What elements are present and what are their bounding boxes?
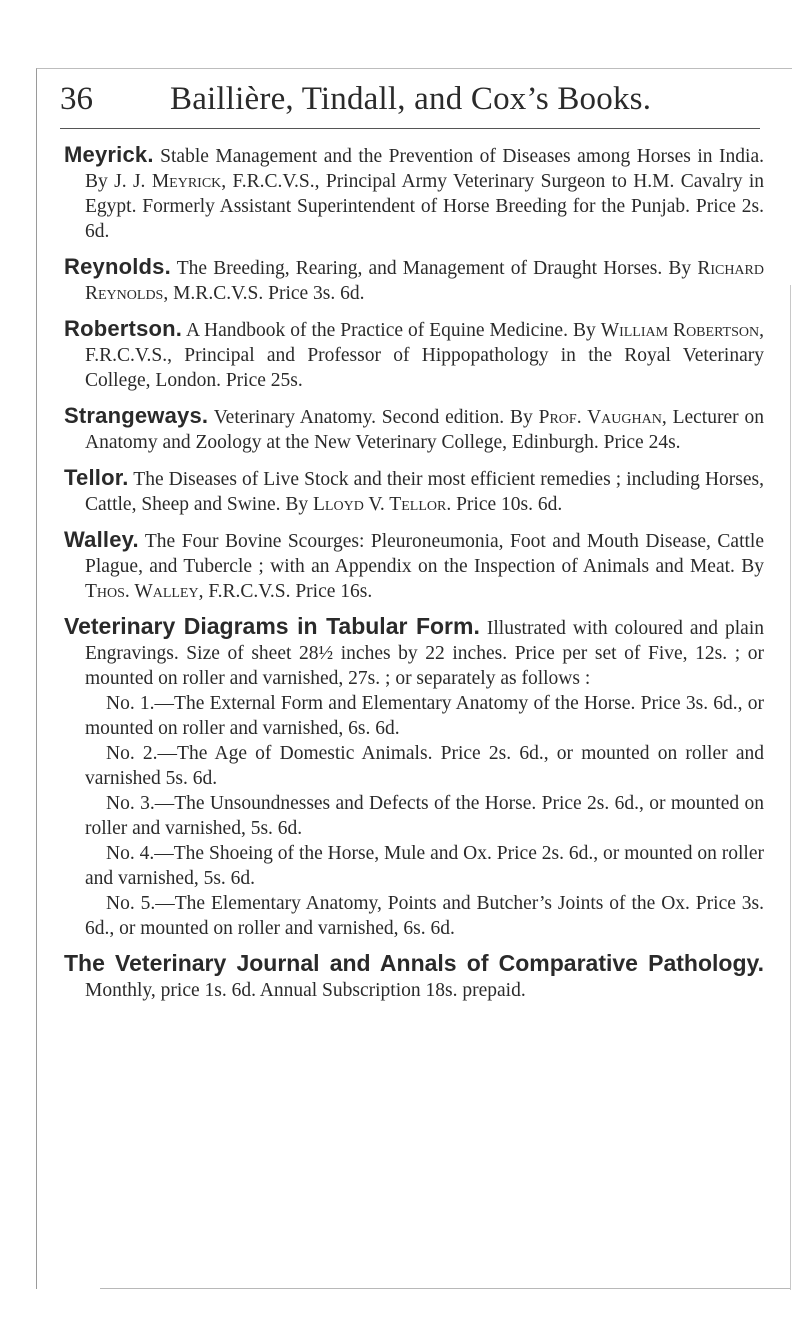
entry-reynolds: [64, 254, 764, 306]
entry-text: Stable Management and the Prevention of Diseases among Horses in India. By J. J.: [85, 146, 764, 192]
entry-tellor: [64, 465, 764, 517]
page-number: 36: [60, 81, 93, 117]
entry-author: Reynolds.: [64, 254, 171, 279]
diagram-list: [64, 691, 764, 941]
entry-author: Walley.: [64, 527, 139, 552]
entry-text: The Breeding, Rearing, and Management of Draught Horses. By: [170, 258, 698, 279]
entry-text: , F.R.C.V.S., Principal and Professor of Hippopathology in the Royal Veterinary College, London. Price 25s.: [85, 320, 764, 391]
entry-author: Strangeways.: [64, 403, 209, 428]
diagram-item: No. 5.—The Elementary Anatomy, Points and Butcher’s Joints of the Ox. Price 3s. 6d., or mounted on roller and varnished, 6s. 6d.: [85, 893, 764, 939]
entry-author-name: Richard Reynolds: [85, 258, 764, 304]
entry-veterinary-diagrams: [64, 614, 764, 941]
entry-title: Veterinary Diagrams in Tabular Form.: [64, 613, 480, 639]
entry-strangeways: [64, 403, 764, 455]
entry-meyrick: [64, 142, 764, 244]
entry-robertson: [64, 316, 764, 393]
entry-text: , Lecturer on Anatomy and Zoology at the New Veterinary College, Edinburgh. Price 24s.: [85, 407, 764, 453]
entry-text: Illustrated with coloured and plain Engravings. Size of sheet 28½ inches by 22 inches. Price per set of Five, 12s. ; or mounted on roller and varnished, 27s. ; or separately as follows :: [85, 618, 764, 689]
entry-text: A Handbook of the Practice of Equine Medicine. By: [182, 320, 601, 341]
diagrams-intro: [64, 614, 764, 691]
entry-text: The Diseases of Live Stock and their most efficient remedies ; including Horses, Cattle, Sheep and Swine. By: [85, 469, 764, 515]
diagram-item: No. 1.—The External Form and Elementary Anatomy of the Horse. Price 3s. 6d., or mounted on roller and varnished, 6s. 6d.: [85, 693, 764, 739]
entry-walley: [64, 527, 764, 604]
entry-author-name: Thos. Walley: [85, 581, 199, 602]
entry-text: . Price 10s. 6d.: [446, 494, 563, 515]
entry-author: Robertson.: [64, 316, 183, 341]
diagram-item: No. 2.—The Age of Domestic Animals. Price 2s. 6d., or mounted on roller and varnished 5s. 6d.: [85, 743, 764, 789]
page-bottom-rule: [100, 1288, 790, 1289]
running-header: [60, 78, 760, 129]
diagram-item: No. 4.—The Shoeing of the Horse, Mule and Ox. Price 2s. 6d., or mounted on roller and varnished, 5s. 6d.: [85, 843, 764, 889]
page-edge-rule: [790, 285, 791, 1290]
entry-text: Monthly, price 1s. 6d. Annual Subscription 18s. prepaid.: [85, 980, 526, 1001]
entry-author-name: William Robertson: [600, 320, 760, 341]
entry-text: The Four Bovine Scourges: Pleuroneumonia, Foot and Mouth Disease, Cattle Plague, and Tubercle ; with an Appendix on the Inspection of Animals and Meat. By: [85, 531, 764, 577]
catalogue-listing: [64, 142, 764, 1013]
entry-text: Veterinary Anatomy. Second edition. By: [208, 407, 539, 428]
entry-text: , F.R.C.V.S., Principal Army Veterinary Surgeon to H.M. Cavalry in Egypt. Formerly Assistant Superintendent of Horse Breeding for the Punjab. Price 2s. 6d.: [85, 171, 765, 242]
entry-author-name: Prof. Vaughan: [538, 407, 662, 428]
running-title: Baillière, Tindall, and Cox’s Books.: [170, 81, 652, 117]
entry-title: The Veterinary Journal and Annals of Comparative Pathology.: [64, 950, 764, 976]
entry-text: , F.R.C.V.S. Price 16s.: [198, 581, 373, 602]
diagram-item: No. 3.—The Unsoundnesses and Defects of the Horse. Price 2s. 6d., or mounted on roller and varnished, 5s. 6d.: [85, 793, 764, 839]
entry-author-name: Meyrick: [151, 171, 222, 192]
entry-text: , M.R.C.V.S. Price 3s. 6d.: [163, 283, 365, 304]
entry-author: Meyrick.: [64, 142, 154, 167]
entry-veterinary-journal: [64, 951, 764, 1003]
entry-author: Tellor.: [64, 465, 129, 490]
entry-author-name: Lloyd V. Tellor: [313, 494, 447, 515]
